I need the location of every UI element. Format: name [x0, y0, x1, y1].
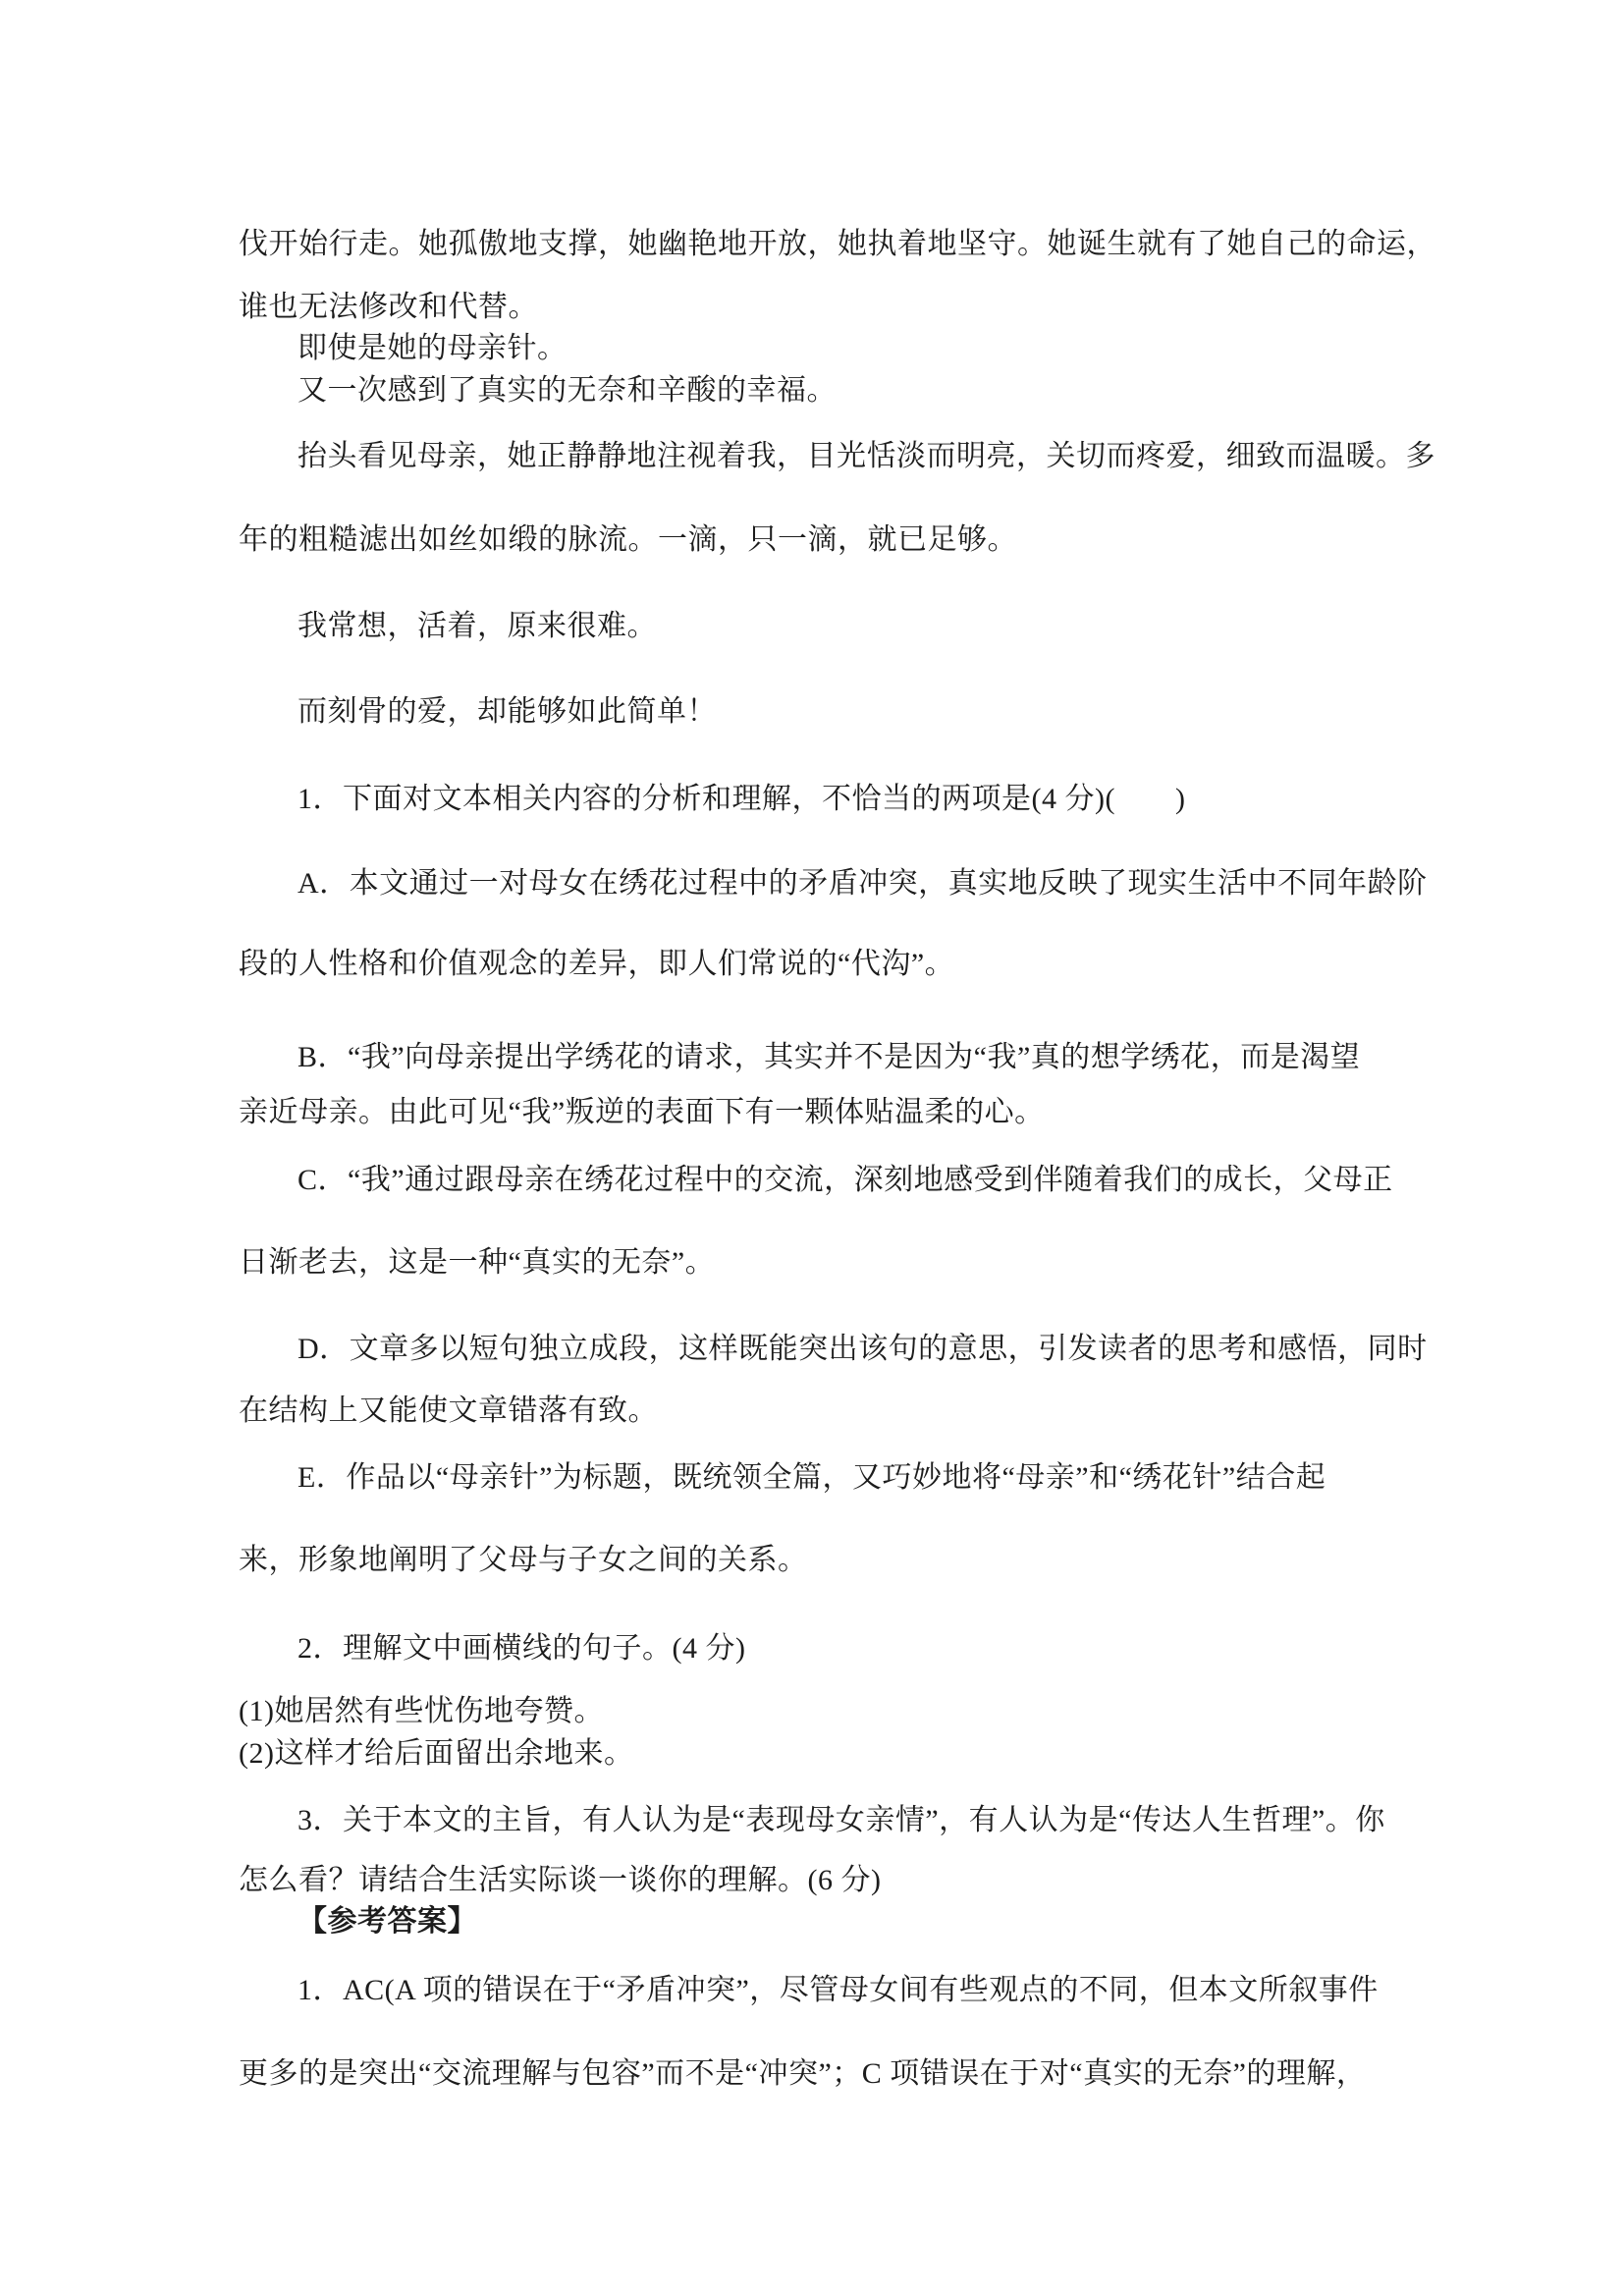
text-line: C．“我”通过跟母亲在绣花过程中的交流，深刻地感受到伴随着我们的成长，父母正 [298, 1164, 1393, 1196]
text-line: 1．AC(A 项的错误在于“矛盾冲突”，尽管母女间有些观点的不同，但本文所叙事件 [298, 1974, 1379, 2006]
text-line: E．作品以“母亲针”为标题，既统领全篇，又巧妙地将“母亲”和“绣花针”结合起 [298, 1461, 1326, 1494]
text-line: 来，形象地阐明了父母与子女之间的关系。 [239, 1544, 808, 1576]
text-line: (1)她居然有些忧伤地夸赞。 [239, 1695, 604, 1727]
text-line: 2．理解文中画横线的句子。(4 分) [298, 1632, 746, 1665]
text-line: 1．下面对文本相关内容的分析和理解，不恰当的两项是(4 分)( ) [298, 783, 1186, 815]
text-line: 【参考答案】 [298, 1905, 477, 1938]
text-line: A．本文通过一对母女在绣花过程中的矛盾冲突，真实地反映了现实生活中不同年龄阶 [298, 867, 1428, 900]
text-line: 段的人性格和价值观念的差异，即人们常说的“代沟”。 [239, 948, 955, 980]
text-line: 抬头看见母亲，她正静静地注视着我，目光恬淡而明亮，关切而疼爱，细致而温暖。多 [298, 440, 1435, 472]
text-line: B．“我”向母亲提出学绣花的请求，其实并不是因为“我”真的想学绣花，而是渴望 [298, 1041, 1361, 1073]
text-line: 怎么看？请结合生活实际谈一谈你的理解。(6 分) [239, 1864, 882, 1896]
text-line: 而刻骨的爱，却能够如此简单！ [298, 695, 717, 728]
text-line: 又一次感到了真实的无奈和辛酸的幸福。 [298, 374, 837, 407]
text-line: 日渐老去，这是一种“真实的无奈”。 [239, 1246, 716, 1279]
text-line: 我常想，活着，原来很难。 [298, 610, 657, 642]
text-line: 3．关于本文的主旨，有人认为是“表现母女亲情”，有人认为是“传达人生哲理”。你 [298, 1804, 1385, 1836]
text-line: 年的粗糙滤出如丝如缎的脉流。一滴，只一滴，就已足够。 [239, 523, 1017, 556]
text-line: 伐开始行走。她孤傲地支撑，她幽艳地开放，她执着地坚守。她诞生就有了她自己的命运， [239, 228, 1436, 260]
text-line: D．文章多以短句独立成段，这样既能突出该句的意思，引发读者的思考和感悟，同时 [298, 1333, 1428, 1365]
text-line: 即使是她的母亲针。 [298, 332, 568, 364]
text-line: (2)这样才给后面留出余地来。 [239, 1737, 634, 1770]
text-line: 在结构上又能使文章错落有致。 [239, 1394, 658, 1427]
text-line: 更多的是突出“交流理解与包容”而不是“冲突”；C 项错误在于对“真实的无奈”的理解， [239, 2057, 1367, 2090]
text-line: 谁也无法修改和代替。 [239, 291, 538, 323]
text-line: 亲近母亲。由此可见“我”叛逆的表面下有一颗体贴温柔的心。 [239, 1096, 1045, 1128]
